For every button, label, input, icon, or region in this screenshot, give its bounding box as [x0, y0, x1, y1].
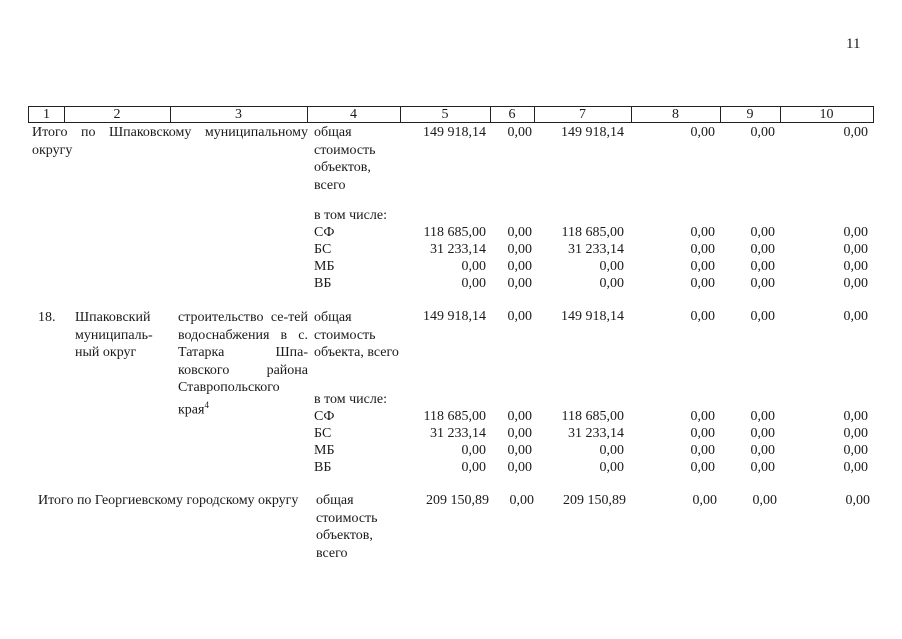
row-label: СФ — [314, 225, 335, 240]
value-col-8: 0,00 — [690, 460, 715, 475]
header-cell-2: 2 — [113, 107, 121, 122]
value-col-5: 149 918,14 — [423, 125, 486, 140]
value-col-7: 0,00 — [599, 460, 624, 475]
value-col-5: 0,00 — [461, 460, 486, 475]
value-col-7: 149 918,14 — [561, 309, 624, 324]
header-cell-3: 3 — [235, 107, 242, 122]
object-description — [178, 309, 308, 419]
total-label: общая стоимость объектов, всего — [314, 125, 376, 193]
value-col-6: 0,00 — [507, 276, 532, 291]
footnote-marker: 4 — [204, 399, 209, 410]
value-col-6: 0,00 — [507, 242, 532, 257]
value-col-7: 31 233,14 — [568, 242, 624, 257]
value-col-8: 0,00 — [690, 426, 715, 441]
including-label: в том числе: — [314, 392, 387, 407]
header-cell-5: 5 — [441, 107, 449, 122]
value-col-5: 0,00 — [461, 259, 486, 274]
header-cell-1: 1 — [43, 107, 50, 122]
header-cell-6: 6 — [508, 107, 516, 122]
value-col-10: 0,00 — [843, 460, 868, 475]
value-col-8: 0,00 — [690, 225, 715, 240]
value-col-6: 0,00 — [507, 125, 532, 140]
value-col-10: 0,00 — [843, 443, 868, 458]
value-col-8: 0,00 — [692, 493, 717, 508]
value-col-9: 0,00 — [752, 493, 777, 508]
value-col-9: 0,00 — [750, 409, 775, 424]
header-cell-9: 9 — [746, 107, 754, 122]
total-label: общая стоимость объектов, всего — [316, 493, 378, 561]
value-col-7: 31 233,14 — [568, 426, 624, 441]
value-col-5: 118 685,00 — [423, 409, 486, 424]
value-col-5: 149 918,14 — [423, 309, 486, 324]
row-label: СФ — [314, 409, 335, 424]
row-label: БС — [314, 426, 332, 441]
value-col-9: 0,00 — [750, 460, 775, 475]
subtotal-title: Итого по Шпаковскому муниципальному округу — [32, 125, 308, 158]
value-col-7: 0,00 — [599, 443, 624, 458]
item-number: 18. — [38, 310, 56, 325]
row-label: БС — [314, 242, 332, 257]
value-col-8: 0,00 — [690, 242, 715, 257]
value-col-9: 0,00 — [750, 242, 775, 257]
value-col-10: 0,00 — [843, 125, 868, 140]
value-col-5: 31 233,14 — [430, 242, 486, 257]
value-col-6: 0,00 — [507, 426, 532, 441]
header-cell-10: 10 — [819, 107, 834, 122]
value-col-5: 209 150,89 — [426, 493, 489, 508]
value-col-10: 0,00 — [843, 276, 868, 291]
header-cell-8: 8 — [672, 107, 679, 122]
including-label: в том числе: — [314, 208, 387, 223]
value-col-9: 0,00 — [750, 309, 775, 324]
value-col-6: 0,00 — [509, 493, 534, 508]
total-label: общая стоимость объекта, всего — [314, 310, 399, 360]
value-col-7: 118 685,00 — [561, 409, 624, 424]
row-label: МБ — [314, 443, 335, 458]
value-col-6: 0,00 — [507, 409, 532, 424]
row-label: ВБ — [314, 460, 332, 475]
value-col-6: 0,00 — [507, 443, 532, 458]
subtotal-title: Итого по Георгиевскому городскому округу — [38, 493, 299, 508]
value-col-10: 0,00 — [843, 309, 868, 324]
value-col-9: 0,00 — [750, 426, 775, 441]
row-label: ВБ — [314, 276, 332, 291]
value-col-8: 0,00 — [690, 125, 715, 140]
value-col-8: 0,00 — [690, 276, 715, 291]
value-col-9: 0,00 — [750, 259, 775, 274]
table-header-row — [28, 106, 874, 123]
value-col-10: 0,00 — [843, 426, 868, 441]
object-description-text: строительство се-тей водоснабжения в с. Татарка Шпа-ковского района Ставропольского края — [178, 310, 308, 418]
value-col-7: 149 918,14 — [561, 125, 624, 140]
header-cell-7: 7 — [579, 107, 586, 122]
value-col-6: 0,00 — [507, 225, 532, 240]
value-col-5: 0,00 — [461, 443, 486, 458]
row-label: МБ — [314, 259, 335, 274]
value-col-10: 0,00 — [843, 259, 868, 274]
value-col-10: 0,00 — [843, 242, 868, 257]
value-col-7: 0,00 — [599, 259, 624, 274]
value-col-5: 0,00 — [461, 276, 486, 291]
value-col-8: 0,00 — [690, 259, 715, 274]
value-col-8: 0,00 — [690, 443, 715, 458]
value-col-10: 0,00 — [843, 225, 868, 240]
value-col-9: 0,00 — [750, 443, 775, 458]
value-col-6: 0,00 — [507, 309, 532, 324]
page-number: 11 — [846, 36, 861, 52]
value-col-6: 0,00 — [507, 460, 532, 475]
value-col-5: 31 233,14 — [430, 426, 486, 441]
value-col-8: 0,00 — [690, 309, 715, 324]
value-col-8: 0,00 — [690, 409, 715, 424]
value-col-6: 0,00 — [507, 259, 532, 274]
value-col-7: 0,00 — [599, 276, 624, 291]
value-col-9: 0,00 — [750, 276, 775, 291]
value-col-5: 118 685,00 — [423, 225, 486, 240]
value-col-7: 209 150,89 — [563, 493, 626, 508]
value-col-10: 0,00 — [845, 493, 870, 508]
municipality-name: Шпаковский муниципаль-ный округ — [75, 310, 153, 360]
value-col-7: 118 685,00 — [561, 225, 624, 240]
value-col-9: 0,00 — [750, 225, 775, 240]
value-col-10: 0,00 — [843, 409, 868, 424]
value-col-9: 0,00 — [750, 125, 775, 140]
header-cell-4: 4 — [350, 107, 357, 122]
